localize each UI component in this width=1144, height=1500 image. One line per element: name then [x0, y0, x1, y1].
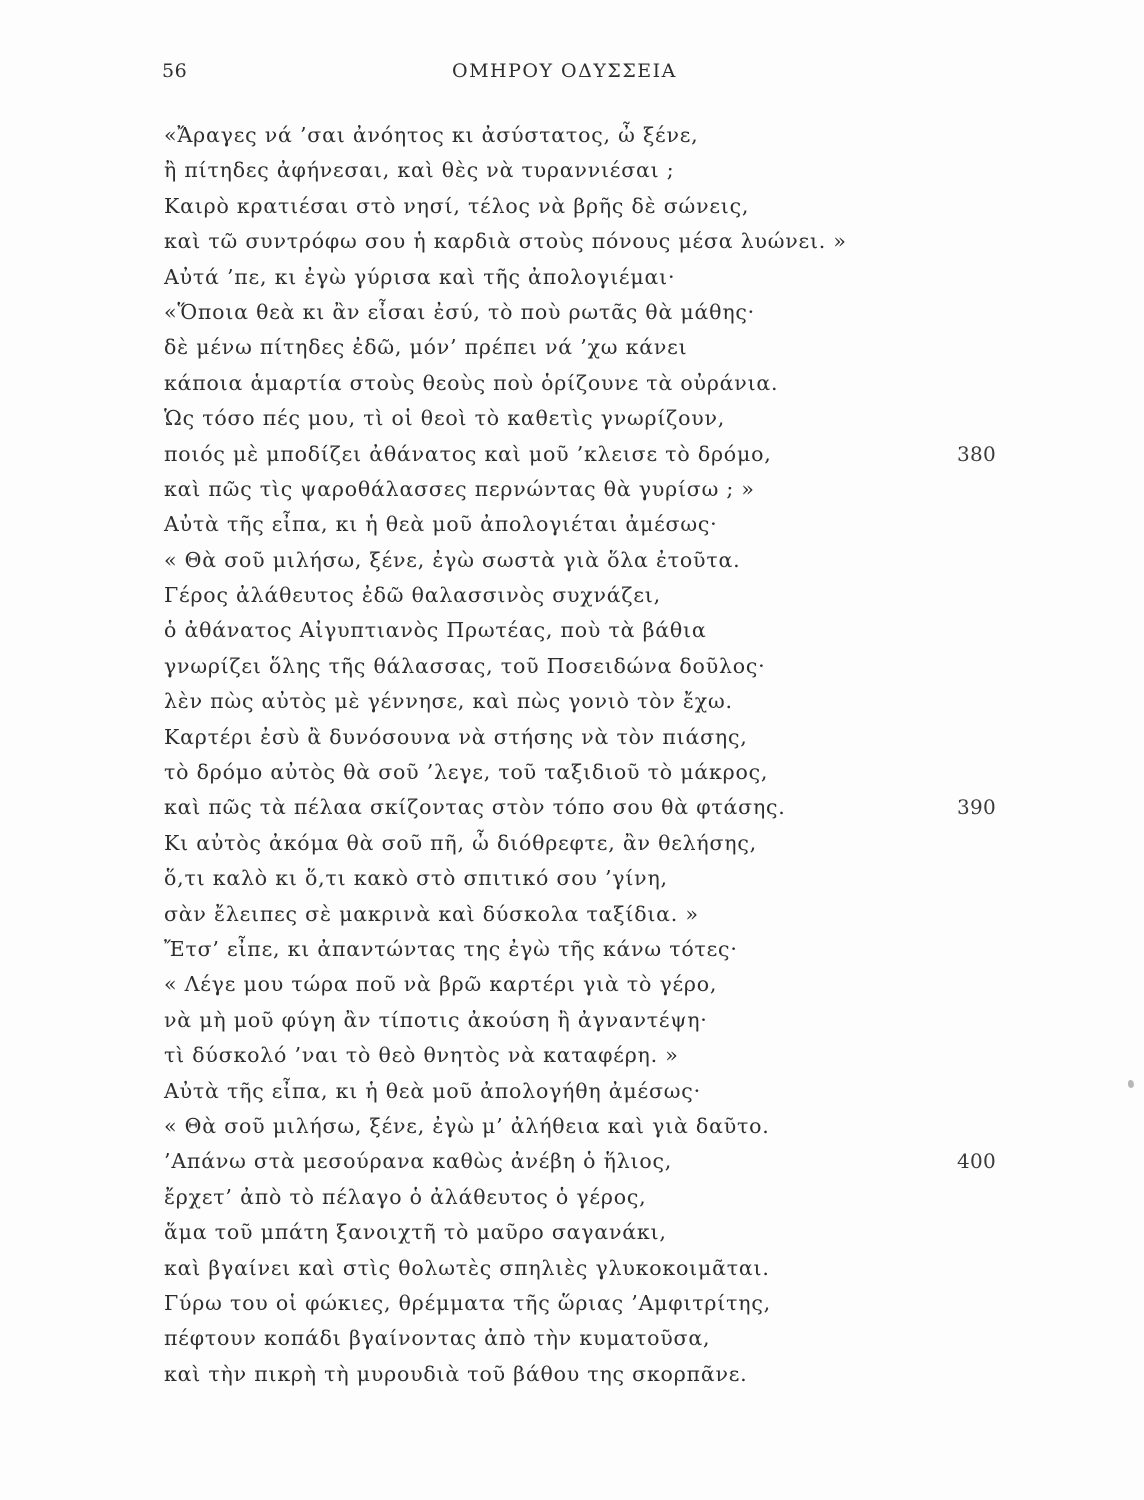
verse-line	[164, 826, 1024, 861]
running-head	[162, 60, 702, 90]
verse-line	[164, 295, 1024, 330]
verse-text: κάποια ἁμαρτία στοὺς θεοὺς ποὺ ὁρίζουνε τὰ οὐράνια.	[164, 370, 779, 395]
verse-line	[164, 153, 1024, 188]
verse-text: νὰ μὴ μοῦ φύγη ἂν τίποτις ἀκούση ἢ ἀγναντέψη·	[164, 1007, 708, 1032]
verse-text: Καρτέρι ἐσὺ ἂ δυνόσουνα νὰ στήσης νὰ τὸν πιάσης,	[164, 724, 748, 749]
verse-line	[164, 861, 1024, 896]
verse-line	[164, 224, 1024, 259]
verse-text: ποιός μὲ μποδίζει ἀθάνατος καὶ μοῦ ’κλεισε τὸ δρόμο,	[164, 441, 772, 466]
verse-text: πέφτουν κοπάδι βγαίνοντας ἀπὸ τὴν κυματοῦσα,	[164, 1326, 711, 1351]
verse-line	[164, 1109, 1024, 1144]
verse-text: Αὐτὰ τῆς εἶπα, κι ἡ θεὰ μοῦ ἀπολογιέται ἀμέσως·	[164, 512, 718, 537]
verse-text: Αὐτά ’πε, κι ἐγὼ γύρισα καὶ τῆς ἀπολογιέμαι·	[164, 264, 676, 289]
verse-text: ἢ πίτηδες ἀφήνεσαι, καὶ θὲς νὰ τυραννιέσαι ;	[164, 158, 675, 183]
verse-text: ἅμα τοῦ μπάτη ξανοιχτῆ τὸ μαῦρο σαγανάκι,	[164, 1220, 667, 1245]
line-number: 380	[957, 441, 997, 466]
verse-line	[164, 790, 1024, 825]
verse-line	[164, 1215, 1024, 1250]
verse-line	[164, 967, 1024, 1002]
verse-text: σὰν ἔλειπες σὲ μακρινὰ καὶ δύσκολα ταξίδια. »	[164, 901, 699, 926]
verse-line	[164, 330, 1024, 365]
verse-text: τὸ δρόμο αὐτὸς θὰ σοῦ ’λεγε, τοῦ ταξιδιοῦ τὸ μάκρος,	[164, 760, 769, 785]
verse-line	[164, 1038, 1024, 1073]
verse-line	[164, 1144, 1024, 1179]
verse-line	[164, 189, 1024, 224]
verse-text: τὶ δύσκολό ’ναι τὸ θεὸ θνητὸς νὰ καταφέρη. »	[164, 1043, 679, 1068]
verse-text: καὶ πῶς τὶς ψαροθάλασσες περνώντας θὰ γυρίσω ; »	[164, 476, 755, 501]
verse-text: ὅ,τι καλὸ κι ὅ,τι κακὸ στὸ σπιτικό σου ’γίνη,	[164, 866, 668, 891]
verse-text: δὲ μένω πίτηδες ἐδῶ, μόν’ πρέπει νά ’χω κάνει	[164, 335, 688, 360]
verse-line	[164, 118, 1024, 153]
verse-line	[164, 1003, 1024, 1038]
verse-line	[164, 1074, 1024, 1109]
verse-text: γνωρίζει ὅλης τῆς θάλασσας, τοῦ Ποσειδώνα δοῦλος·	[164, 653, 766, 678]
page-number: 56	[162, 60, 188, 82]
verse-line	[164, 720, 1024, 755]
verse-line	[164, 401, 1024, 436]
verse-line	[164, 366, 1024, 401]
verse-block	[164, 118, 1024, 1392]
verse-text: λὲν πὼς αὐτὸς μὲ γέννησε, καὶ πὼς γονιὸ τὸν ἔχω.	[164, 689, 733, 714]
line-number: 390	[957, 795, 997, 820]
verse-line	[164, 260, 1024, 295]
verse-text: Καιρὸ κρατιέσαι στὸ νησί, τέλος νὰ βρῆς δὲ σώνεις,	[164, 193, 750, 218]
running-title: ΟΜΗΡΟΥ ΟΔΥΣΣΕΙΑ	[452, 60, 677, 82]
line-number: 400	[957, 1149, 997, 1174]
verse-text: καὶ τὴν πικρὴ τὴ μυρουδιὰ τοῦ βάθου της σκορπᾶνε.	[164, 1361, 748, 1386]
verse-text: καὶ βγαίνει καὶ στὶς θολωτὲς σπηλιὲς γλυκοκοιμᾶται.	[164, 1255, 770, 1280]
verse-line	[164, 1357, 1024, 1392]
verse-line	[164, 1321, 1024, 1356]
verse-line	[164, 578, 1024, 613]
verse-text: ’Απάνω στὰ μεσούρανα καθὼς ἀνέβη ὁ ἥλιος,	[164, 1149, 673, 1174]
verse-line	[164, 755, 1024, 790]
verse-text: «Ἄραγες νά ’σαι ἀνόητος κι ἀσύστατος, ὦ ξένε,	[164, 123, 699, 147]
verse-line	[164, 897, 1024, 932]
verse-line	[164, 1180, 1024, 1215]
verse-text: Ὡς τόσο πές μου, τὶ οἱ θεοὶ τὸ καθετὶς γνωρίζουν,	[164, 406, 726, 431]
verse-line	[164, 507, 1024, 542]
verse-line	[164, 613, 1024, 648]
verse-line	[164, 437, 1024, 472]
verse-text: Γύρω του οἱ φώκιες, θρέμματα τῆς ὥριας ’Αμφιτρίτης,	[164, 1290, 771, 1315]
verse-text: Ἔτσ’ εἶπε, κι ἀπαντώντας της ἐγὼ τῆς κάνω τότες·	[164, 936, 738, 961]
verse-text: ὁ ἀθάνατος Αἰγυπτιανὸς Πρωτέας, ποὺ τὰ βάθια	[164, 618, 707, 643]
verse-line	[164, 472, 1024, 507]
verse-line	[164, 1251, 1024, 1286]
verse-line	[164, 684, 1024, 719]
verse-line	[164, 932, 1024, 967]
verse-text: « Λέγε μου τώρα ποῦ νὰ βρῶ καρτέρι γιὰ τὸ γέρο,	[164, 972, 718, 997]
verse-text: Γέρος ἀλάθευτος ἐδῶ θαλασσινὸς συχνάζει,	[164, 583, 661, 608]
verse-text: « Θὰ σοῦ μιλήσω, ξένε, ἐγὼ μ’ ἀλήθεια καὶ γιὰ δαῦτο.	[164, 1113, 770, 1138]
scan-speck	[1128, 1080, 1134, 1088]
verse-text: «Ὅποια θεὰ κι ἂν εἶσαι ἐσύ, τὸ ποὺ ρωτᾶς θὰ μάθης·	[164, 299, 755, 324]
verse-line	[164, 1286, 1024, 1321]
verse-text: « Θὰ σοῦ μιλήσω, ξένε, ἐγὼ σωστὰ γιὰ ὅλα ἐτοῦτα.	[164, 547, 741, 572]
verse-text: ἔρχετ’ ἀπὸ τὸ πέλαγο ὁ ἀλάθευτος ὁ γέρος,	[164, 1184, 647, 1209]
verse-text: καὶ πῶς τὰ πέλαα σκίζοντας στὸν τόπο σου θὰ φτάσης.	[164, 795, 786, 820]
verse-line	[164, 543, 1024, 578]
verse-line	[164, 649, 1024, 684]
verse-text: Αὐτὰ τῆς εἶπα, κι ἡ θεὰ μοῦ ἀπολογήθη ἀμέσως·	[164, 1078, 701, 1103]
verse-text: Κι αὐτὸς ἀκόμα θὰ σοῦ πῆ, ὦ διόθρεφτε, ἂν θελήσης,	[164, 830, 757, 855]
verse-text: καὶ τῶ συντρόφω σου ἡ καρδιὰ στοὺς πόνους μέσα λυώνει. »	[164, 229, 847, 254]
